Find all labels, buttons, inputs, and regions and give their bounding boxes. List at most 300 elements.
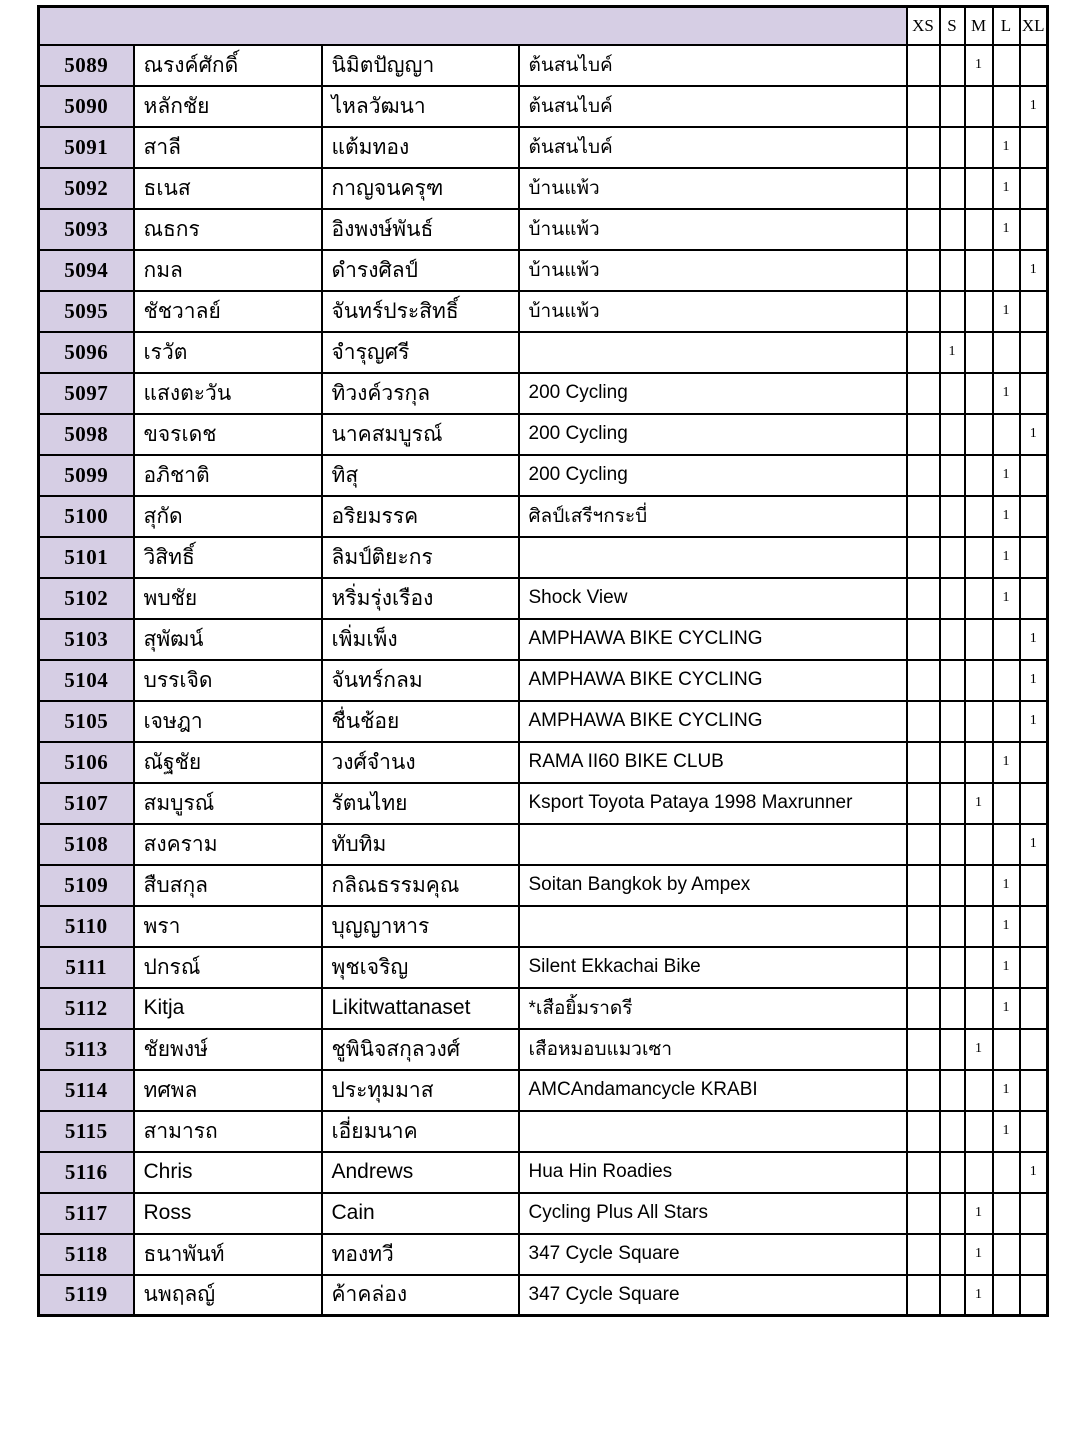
cell-team-name (519, 537, 907, 578)
cell-size-s (940, 1234, 965, 1275)
cell-last-name: บุญญาหาร (322, 906, 519, 947)
cell-size-m (965, 578, 993, 619)
cell-rider-number: 5089 (39, 45, 134, 86)
table-row (39, 865, 1048, 906)
cell-size-xl: 1 (1020, 414, 1048, 455)
cell-team-name: ต้นสนไบค์ (519, 45, 907, 86)
cell-size-m: 1 (965, 45, 993, 86)
cell-size-xl: 1 (1020, 619, 1048, 660)
cell-size-xs (907, 86, 940, 127)
cell-size-xs (907, 373, 940, 414)
cell-size-xs (907, 45, 940, 86)
cell-size-l (993, 619, 1020, 660)
cell-size-xl (1020, 127, 1048, 168)
cell-size-m (965, 1111, 993, 1152)
size-header-xs: XS (907, 7, 940, 45)
cell-size-m (965, 127, 993, 168)
cell-team-name: Shock View (519, 578, 907, 619)
cell-size-s (940, 250, 965, 291)
cell-size-m (965, 168, 993, 209)
cell-size-xl (1020, 168, 1048, 209)
cell-rider-number: 5091 (39, 127, 134, 168)
cell-team-name: RAMA II60 BIKE CLUB (519, 742, 907, 783)
cell-size-xl (1020, 291, 1048, 332)
cell-size-m (965, 496, 993, 537)
cell-last-name: Andrews (322, 1152, 519, 1193)
table-row (39, 701, 1048, 742)
table-row (39, 660, 1048, 701)
cell-last-name: ชื่นช้อย (322, 701, 519, 742)
cell-size-xs (907, 168, 940, 209)
cell-last-name: ไหลวัฒนา (322, 86, 519, 127)
cell-rider-number: 5105 (39, 701, 134, 742)
cell-size-m (965, 1152, 993, 1193)
cell-size-l (993, 1193, 1020, 1234)
cell-size-m: 1 (965, 1234, 993, 1275)
cell-team-name (519, 1111, 907, 1152)
cell-size-xl (1020, 537, 1048, 578)
cell-rider-number: 5093 (39, 209, 134, 250)
cell-rider-number: 5112 (39, 988, 134, 1029)
table-row (39, 45, 1048, 86)
cell-first-name: สืบสกุล (134, 865, 322, 906)
cell-size-xl (1020, 1234, 1048, 1275)
cell-size-xl (1020, 865, 1048, 906)
cell-team-name: Soitan Bangkok by Ampex (519, 865, 907, 906)
cell-size-xs (907, 1275, 940, 1316)
cell-team-name: บ้านแพ้ว (519, 250, 907, 291)
cell-rider-number: 5107 (39, 783, 134, 824)
cell-team-name (519, 824, 907, 865)
cell-size-s (940, 537, 965, 578)
cell-last-name: แต้มทอง (322, 127, 519, 168)
cell-size-xl (1020, 578, 1048, 619)
cell-team-name: เสือหมอบแมวเซา (519, 1029, 907, 1070)
cell-first-name: สาลี (134, 127, 322, 168)
table-row (39, 1070, 1048, 1111)
cell-size-m (965, 291, 993, 332)
cell-first-name: ณธกร (134, 209, 322, 250)
cell-last-name: ทองทวี (322, 1234, 519, 1275)
cell-rider-number: 5097 (39, 373, 134, 414)
cell-last-name: กาญจนครุฑ (322, 168, 519, 209)
cell-rider-number: 5101 (39, 537, 134, 578)
cell-size-xs (907, 1193, 940, 1234)
cell-size-l (993, 783, 1020, 824)
cell-first-name: Chris (134, 1152, 322, 1193)
table-row (39, 947, 1048, 988)
cell-last-name: นิมิตปัญญา (322, 45, 519, 86)
cell-last-name: ทับทิม (322, 824, 519, 865)
cell-team-name: AMCAndamancycle KRABI (519, 1070, 907, 1111)
table-row (39, 455, 1048, 496)
cell-size-xs (907, 701, 940, 742)
table-row (39, 824, 1048, 865)
cell-size-l: 1 (993, 127, 1020, 168)
cell-size-s (940, 660, 965, 701)
cell-first-name: บรรเจิด (134, 660, 322, 701)
cell-size-xl (1020, 209, 1048, 250)
cell-size-xs (907, 865, 940, 906)
cell-size-xl (1020, 947, 1048, 988)
cell-size-xl (1020, 988, 1048, 1029)
cell-last-name: อริยมรรค (322, 496, 519, 537)
cell-size-l (993, 1234, 1020, 1275)
cell-size-s (940, 414, 965, 455)
cell-size-xs (907, 906, 940, 947)
cell-size-s (940, 701, 965, 742)
cell-size-xs (907, 250, 940, 291)
cell-team-name: AMPHAWA BIKE CYCLING (519, 660, 907, 701)
cell-size-xl (1020, 1029, 1048, 1070)
cell-first-name: ธเนส (134, 168, 322, 209)
cell-size-m (965, 865, 993, 906)
cell-size-l (993, 824, 1020, 865)
cell-size-xs (907, 1029, 940, 1070)
cell-size-s (940, 209, 965, 250)
cell-size-m: 1 (965, 783, 993, 824)
cell-size-m (965, 86, 993, 127)
cell-size-m: 1 (965, 1193, 993, 1234)
cell-size-l: 1 (993, 1070, 1020, 1111)
cell-size-l (993, 332, 1020, 373)
cell-size-xl: 1 (1020, 701, 1048, 742)
cell-first-name: เจษฎา (134, 701, 322, 742)
cell-size-xl: 1 (1020, 86, 1048, 127)
cell-size-xs (907, 578, 940, 619)
table-row (39, 537, 1048, 578)
cell-size-m (965, 414, 993, 455)
header-row (39, 7, 1048, 45)
cell-size-m (965, 332, 993, 373)
cell-first-name: Ross (134, 1193, 322, 1234)
cell-first-name: สมบูรณ์ (134, 783, 322, 824)
cell-size-s (940, 742, 965, 783)
cell-rider-number: 5118 (39, 1234, 134, 1275)
cell-team-name (519, 332, 907, 373)
cell-team-name: บ้านแพ้ว (519, 291, 907, 332)
cell-first-name: อภิชาติ (134, 455, 322, 496)
table-row (39, 988, 1048, 1029)
cell-last-name: ประทุมมาส (322, 1070, 519, 1111)
cell-first-name: ณัฐชัย (134, 742, 322, 783)
cell-size-s (940, 1275, 965, 1316)
cell-last-name: วงศ์จำนง (322, 742, 519, 783)
cell-last-name: จันทร์กลม (322, 660, 519, 701)
cell-size-xs (907, 1111, 940, 1152)
cell-first-name: หลักชัย (134, 86, 322, 127)
cell-size-xs (907, 455, 940, 496)
cell-size-xs (907, 660, 940, 701)
cell-size-s (940, 168, 965, 209)
table-row (39, 578, 1048, 619)
size-header-l: L (993, 7, 1020, 45)
cell-size-xl: 1 (1020, 660, 1048, 701)
cell-size-m (965, 373, 993, 414)
cell-size-l (993, 45, 1020, 86)
cell-size-m (965, 619, 993, 660)
table-row (39, 86, 1048, 127)
header-spacer (39, 7, 907, 45)
cell-size-m (965, 988, 993, 1029)
cell-first-name: พรา (134, 906, 322, 947)
cell-size-m (965, 1070, 993, 1111)
cell-rider-number: 5104 (39, 660, 134, 701)
cell-size-xs (907, 824, 940, 865)
cell-size-xl (1020, 1111, 1048, 1152)
cell-rider-number: 5098 (39, 414, 134, 455)
cell-size-xs (907, 1234, 940, 1275)
cell-first-name: สุกัด (134, 496, 322, 537)
cell-size-xl (1020, 1193, 1048, 1234)
cell-size-s (940, 619, 965, 660)
cell-size-xs (907, 414, 940, 455)
cell-size-l (993, 701, 1020, 742)
cell-size-m (965, 947, 993, 988)
cell-size-s (940, 496, 965, 537)
cell-rider-number: 5109 (39, 865, 134, 906)
cell-size-m (965, 209, 993, 250)
cell-size-m (965, 742, 993, 783)
cell-size-l: 1 (993, 455, 1020, 496)
cell-rider-number: 5114 (39, 1070, 134, 1111)
cell-size-s (940, 824, 965, 865)
cell-last-name: จันทร์ประสิทธิ์ (322, 291, 519, 332)
cell-size-xs (907, 496, 940, 537)
cell-size-l: 1 (993, 1111, 1020, 1152)
cell-size-m (965, 537, 993, 578)
cell-first-name: นพฤลญ์ (134, 1275, 322, 1316)
table-row (39, 1234, 1048, 1275)
cell-last-name: Likitwattanaset (322, 988, 519, 1029)
cell-first-name: Kitja (134, 988, 322, 1029)
cell-last-name: พุชเจริญ (322, 947, 519, 988)
table-body (39, 45, 1048, 1316)
cell-first-name: ชัชวาลย์ (134, 291, 322, 332)
cell-first-name: ณรงค์ศักดิ์ (134, 45, 322, 86)
cell-size-s (940, 1111, 965, 1152)
cell-last-name: ชูพินิจสกุลวงศ์ (322, 1029, 519, 1070)
cell-team-name: บ้านแพ้ว (519, 209, 907, 250)
cell-size-l: 1 (993, 373, 1020, 414)
table-row (39, 168, 1048, 209)
cell-rider-number: 5111 (39, 947, 134, 988)
cell-size-m: 1 (965, 1275, 993, 1316)
cell-size-l: 1 (993, 947, 1020, 988)
cell-team-name: Cycling Plus All Stars (519, 1193, 907, 1234)
cell-size-m (965, 660, 993, 701)
cell-size-l (993, 250, 1020, 291)
cell-size-s (940, 455, 965, 496)
table-row (39, 783, 1048, 824)
cell-first-name: กมล (134, 250, 322, 291)
cell-size-l: 1 (993, 906, 1020, 947)
cell-rider-number: 5106 (39, 742, 134, 783)
cell-first-name: พบชัย (134, 578, 322, 619)
cell-first-name: สงคราม (134, 824, 322, 865)
cell-team-name: ต้นสนไบค์ (519, 127, 907, 168)
table-row (39, 127, 1048, 168)
cell-size-m (965, 250, 993, 291)
cell-size-xl: 1 (1020, 824, 1048, 865)
cell-last-name: หริ่มรุ่งเรือง (322, 578, 519, 619)
table-row (39, 906, 1048, 947)
table-row (39, 332, 1048, 373)
cell-size-l: 1 (993, 496, 1020, 537)
cell-team-name: ศิลป์เสรีฯกระบี่ (519, 496, 907, 537)
cell-size-xl (1020, 1070, 1048, 1111)
cell-size-s (940, 783, 965, 824)
cell-rider-number: 5099 (39, 455, 134, 496)
cell-team-name (519, 906, 907, 947)
cell-last-name: ค้าคล่อง (322, 1275, 519, 1316)
cell-size-s (940, 86, 965, 127)
table-row (39, 1152, 1048, 1193)
cell-size-xs (907, 537, 940, 578)
cell-size-s: 1 (940, 332, 965, 373)
cell-size-m (965, 455, 993, 496)
cell-team-name: AMPHAWA BIKE CYCLING (519, 701, 907, 742)
cell-team-name: บ้านแพ้ว (519, 168, 907, 209)
cell-team-name: 200 Cycling (519, 414, 907, 455)
cell-size-xl (1020, 1275, 1048, 1316)
cell-team-name: Hua Hin Roadies (519, 1152, 907, 1193)
cell-size-xs (907, 1152, 940, 1193)
cell-rider-number: 5090 (39, 86, 134, 127)
cell-team-name: 347 Cycle Square (519, 1275, 907, 1316)
cell-size-l: 1 (993, 742, 1020, 783)
size-header-s: S (940, 7, 965, 45)
size-header-xl: XL (1020, 7, 1048, 45)
cell-rider-number: 5115 (39, 1111, 134, 1152)
cell-first-name: สามารถ (134, 1111, 322, 1152)
cell-rider-number: 5116 (39, 1152, 134, 1193)
cell-size-xs (907, 1070, 940, 1111)
cell-size-s (940, 578, 965, 619)
table-row (39, 209, 1048, 250)
cell-size-s (940, 127, 965, 168)
cell-size-xs (907, 291, 940, 332)
cell-size-l (993, 86, 1020, 127)
cell-rider-number: 5119 (39, 1275, 134, 1316)
cell-rider-number: 5102 (39, 578, 134, 619)
cell-first-name: ขจรเดช (134, 414, 322, 455)
cell-team-name: *เสือยิ้มราดรี (519, 988, 907, 1029)
cell-first-name: วิสิทธิ์ (134, 537, 322, 578)
cell-team-name: 200 Cycling (519, 373, 907, 414)
cell-team-name: 200 Cycling (519, 455, 907, 496)
cell-last-name: กลิณธรรมคุณ (322, 865, 519, 906)
cell-size-s (940, 291, 965, 332)
cell-rider-number: 5092 (39, 168, 134, 209)
cell-size-s (940, 988, 965, 1029)
cell-size-m: 1 (965, 1029, 993, 1070)
cell-team-name: Silent Ekkachai Bike (519, 947, 907, 988)
cell-size-xs (907, 783, 940, 824)
cell-size-xl (1020, 783, 1048, 824)
cell-size-xs (907, 209, 940, 250)
table-row (39, 291, 1048, 332)
cell-size-l: 1 (993, 537, 1020, 578)
cell-first-name: สุพัฒน์ (134, 619, 322, 660)
cell-size-s (940, 906, 965, 947)
cell-last-name: จำรุญศรี (322, 332, 519, 373)
cell-size-xl (1020, 906, 1048, 947)
cell-size-xs (907, 742, 940, 783)
cell-last-name: ทิสุ (322, 455, 519, 496)
table-row (39, 414, 1048, 455)
cell-size-m (965, 824, 993, 865)
cell-size-m (965, 906, 993, 947)
cell-size-xl (1020, 455, 1048, 496)
registration-table (37, 5, 1049, 1317)
cell-team-name: Ksport Toyota Pataya 1998 Maxrunner (519, 783, 907, 824)
cell-size-s (940, 373, 965, 414)
cell-size-s (940, 1152, 965, 1193)
cell-rider-number: 5110 (39, 906, 134, 947)
cell-size-xs (907, 619, 940, 660)
cell-size-l (993, 414, 1020, 455)
cell-last-name: ดำรงศิลป์ (322, 250, 519, 291)
cell-size-s (940, 865, 965, 906)
cell-size-xl: 1 (1020, 250, 1048, 291)
cell-size-l (993, 1152, 1020, 1193)
cell-rider-number: 5095 (39, 291, 134, 332)
table-row (39, 1193, 1048, 1234)
cell-last-name: ลิมป์ติยะกร (322, 537, 519, 578)
cell-size-xl (1020, 742, 1048, 783)
cell-rider-number: 5096 (39, 332, 134, 373)
table-row (39, 742, 1048, 783)
cell-first-name: ทศพล (134, 1070, 322, 1111)
cell-size-xl (1020, 373, 1048, 414)
table-row (39, 1111, 1048, 1152)
cell-size-l: 1 (993, 578, 1020, 619)
table-row (39, 619, 1048, 660)
cell-first-name: ธนาพันท์ (134, 1234, 322, 1275)
cell-rider-number: 5117 (39, 1193, 134, 1234)
table-row (39, 250, 1048, 291)
cell-size-l (993, 660, 1020, 701)
table-row (39, 1029, 1048, 1070)
cell-size-xl: 1 (1020, 1152, 1048, 1193)
table-row (39, 496, 1048, 537)
cell-first-name: ปกรณ์ (134, 947, 322, 988)
cell-rider-number: 5094 (39, 250, 134, 291)
cell-size-s (940, 1029, 965, 1070)
cell-last-name: เอี่ยมนาค (322, 1111, 519, 1152)
cell-team-name: AMPHAWA BIKE CYCLING (519, 619, 907, 660)
cell-size-s (940, 1193, 965, 1234)
cell-size-l: 1 (993, 291, 1020, 332)
cell-size-xs (907, 947, 940, 988)
cell-size-l: 1 (993, 168, 1020, 209)
cell-first-name: แสงตะวัน (134, 373, 322, 414)
cell-size-l (993, 1275, 1020, 1316)
cell-first-name: เรวัต (134, 332, 322, 373)
cell-team-name: ต้นสนไบค์ (519, 86, 907, 127)
table-row (39, 373, 1048, 414)
cell-size-xl (1020, 496, 1048, 537)
cell-rider-number: 5100 (39, 496, 134, 537)
cell-last-name: รัตนไทย (322, 783, 519, 824)
cell-size-xs (907, 988, 940, 1029)
cell-size-l (993, 1029, 1020, 1070)
cell-size-xs (907, 332, 940, 373)
cell-team-name: 347 Cycle Square (519, 1234, 907, 1275)
cell-last-name: ทิวงค์วรกุล (322, 373, 519, 414)
cell-first-name: ชัยพงษ์ (134, 1029, 322, 1070)
